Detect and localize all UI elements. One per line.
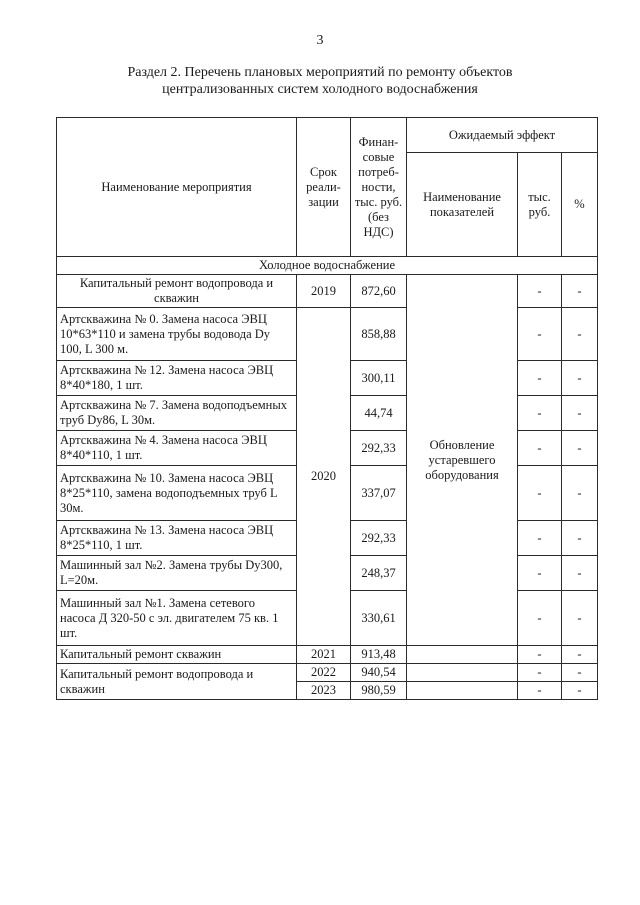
- row-name: Артскважина № 12. Замена насоса ЭВЦ 8*40*180, 1 шт.: [57, 361, 297, 396]
- row-name: Артскважина № 10. Замена насоса ЭВЦ 8*25*110, замена водоподъемных труб L 30м.: [57, 466, 297, 521]
- row-indicator: [407, 682, 518, 700]
- table-row: [57, 275, 598, 308]
- section-title-line-2: централизованных систем холодного водоснабжения: [162, 82, 478, 97]
- table-row: [57, 646, 598, 664]
- row-rub: -: [518, 275, 562, 308]
- row-pct: -: [562, 431, 598, 466]
- row-year-2020: 2020: [297, 308, 351, 646]
- header-percent: %: [562, 153, 598, 257]
- page-number: 3: [316, 33, 324, 48]
- header-indicator: Наименование показателей: [407, 153, 518, 257]
- row-name: Артскважина № 13. Замена насоса ЭВЦ 8*25*110, 1 шт.: [57, 521, 297, 556]
- row-amount: 858,88: [351, 308, 407, 361]
- row-year: 2022: [297, 664, 351, 682]
- row-pct: -: [562, 396, 598, 431]
- header-thousand-rub: тыс. руб.: [518, 153, 562, 257]
- row-pct: -: [562, 556, 598, 591]
- row-amount: 872,60: [351, 275, 407, 308]
- row-amount: 337,07: [351, 466, 407, 521]
- row-pct: -: [562, 591, 598, 646]
- row-amount: 330,61: [351, 591, 407, 646]
- row-amount: 300,11: [351, 361, 407, 396]
- group-row: [57, 257, 598, 275]
- row-name: Артскважина № 4. Замена насоса ЭВЦ 8*40*110, 1 шт.: [57, 431, 297, 466]
- row-rub: -: [518, 591, 562, 646]
- row-rub: -: [518, 646, 562, 664]
- row-rub: -: [518, 682, 562, 700]
- section-title-line-1: Раздел 2. Перечень плановых мероприятий по ремонту объектов: [127, 65, 513, 80]
- row-indicator: [407, 646, 518, 664]
- effect-indicator: Обновление устаревшего оборудования: [407, 275, 518, 646]
- repair-plan-table: [56, 117, 598, 700]
- row-name: Капитальный ремонт водопровода и скважин: [57, 664, 297, 700]
- row-pct: -: [562, 646, 598, 664]
- row-indicator: [407, 664, 518, 682]
- section-title: [80, 64, 560, 98]
- row-rub: -: [518, 396, 562, 431]
- row-name: Капитальный ремонт водопровода и скважин: [57, 275, 297, 308]
- row-pct: -: [562, 664, 598, 682]
- row-amount: 248,37: [351, 556, 407, 591]
- row-rub: -: [518, 521, 562, 556]
- row-pct: -: [562, 466, 598, 521]
- row-amount: 940,54: [351, 664, 407, 682]
- header-expected-effect: Ожидаемый эффект: [407, 118, 598, 153]
- row-rub: -: [518, 431, 562, 466]
- row-pct: -: [562, 521, 598, 556]
- row-year: 2023: [297, 682, 351, 700]
- row-rub: -: [518, 308, 562, 361]
- row-pct: -: [562, 361, 598, 396]
- row-pct: -: [562, 682, 598, 700]
- row-name: Машинный зал №1. Замена сетевого насоса Д 320-50 с эл. двигателем 75 кв. 1 шт.: [57, 591, 297, 646]
- header-row-1: [57, 118, 598, 153]
- row-pct: -: [562, 308, 598, 361]
- row-amount: 44,74: [351, 396, 407, 431]
- row-amount: 913,48: [351, 646, 407, 664]
- group-title: Холодное водоснабжение: [57, 257, 598, 275]
- header-finance: Финан-совые потреб-ности, тыс. руб. (без НДС): [351, 118, 407, 257]
- row-amount: 980,59: [351, 682, 407, 700]
- row-name: Артскважина № 0. Замена насоса ЭВЦ 10*63*110 и замена трубы водовода Dy 100, L 300 м.: [57, 308, 297, 361]
- row-name: Артскважина № 7. Замена водоподъемных труб Dy86, L 30м.: [57, 396, 297, 431]
- row-amount: 292,33: [351, 521, 407, 556]
- row-rub: -: [518, 466, 562, 521]
- table-row: [57, 664, 598, 682]
- row-name: Капитальный ремонт скважин: [57, 646, 297, 664]
- header-name: Наименование мероприятия: [57, 118, 297, 257]
- header-term: Срок реали-зации: [297, 118, 351, 257]
- row-year: 2019: [297, 275, 351, 308]
- row-rub: -: [518, 361, 562, 396]
- row-rub: -: [518, 556, 562, 591]
- row-year: 2021: [297, 646, 351, 664]
- row-pct: -: [562, 275, 598, 308]
- row-rub: -: [518, 664, 562, 682]
- row-name: Машинный зал №2. Замена трубы Dy300, L=20м.: [57, 556, 297, 591]
- row-amount: 292,33: [351, 431, 407, 466]
